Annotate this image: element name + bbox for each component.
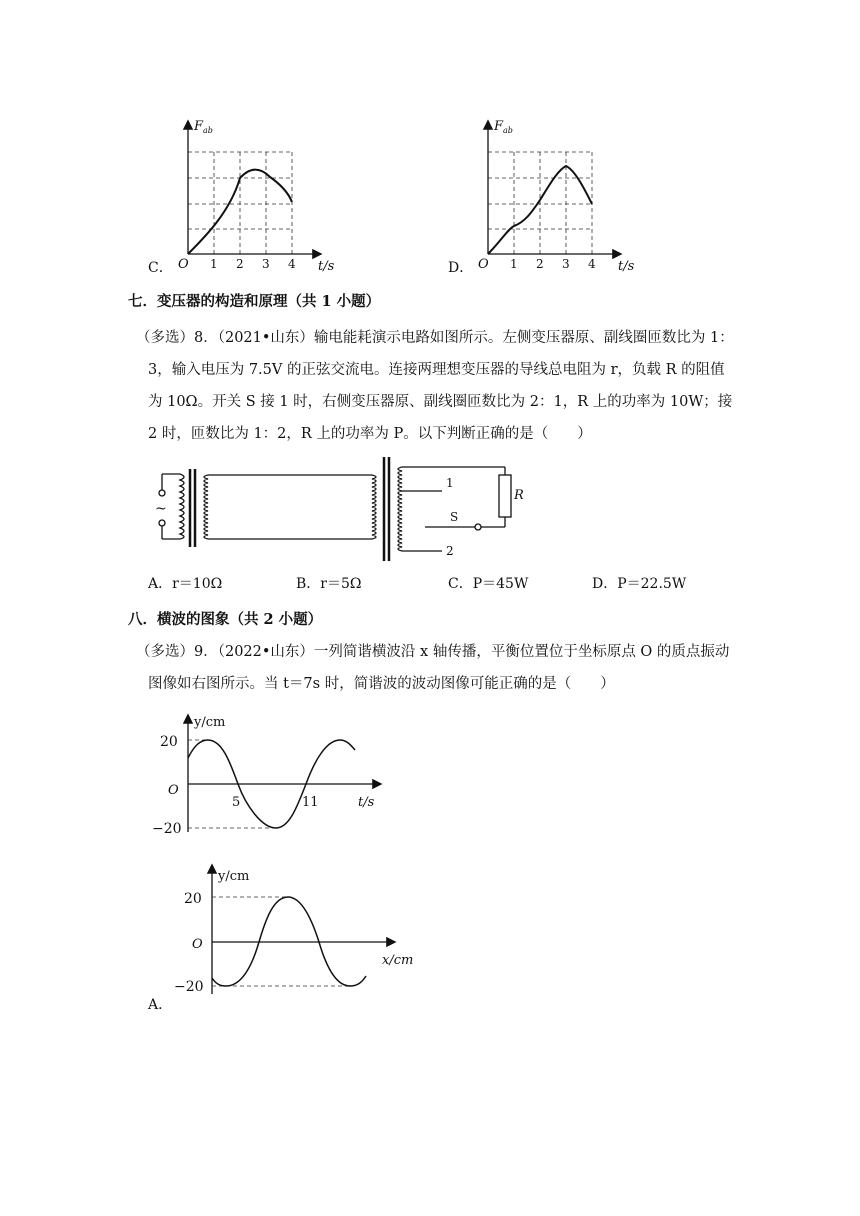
- graph-c: [170, 112, 370, 272]
- vibration-graph: [140, 712, 390, 842]
- q9-line2: 图像如右图所示。当 t＝7s 时，简谐波的波动图像可能正确的是（ ）: [148, 676, 615, 692]
- tick-4: 4: [588, 257, 596, 271]
- transformer-circuit: [150, 457, 530, 567]
- switch-pivot: [475, 524, 481, 530]
- option-b[interactable]: B．r＝5Ω: [296, 576, 362, 592]
- right-primary-coil: [372, 475, 376, 539]
- tick-4: 4: [288, 257, 296, 271]
- y-label: y/cm: [218, 869, 250, 884]
- option-c-label[interactable]: C．: [148, 260, 173, 276]
- y-label: F: [494, 119, 504, 134]
- terminal-2-label: 2: [446, 544, 454, 558]
- origin: O: [178, 257, 189, 272]
- tick-11: 11: [302, 795, 319, 810]
- x-label: t/s: [318, 259, 335, 274]
- origin: O: [192, 937, 203, 952]
- q8-line3: 为 10Ω。开关 S 接 1 时，右侧变压器原、副线圈匝数比为 2：1，R 上的功率为 10W；接: [148, 394, 733, 410]
- y-label: F: [194, 119, 204, 134]
- q8-line1: （多选）8．（2021•山东）输电能耗演示电路如图所示。左侧变压器原、副线圈匝数比为 1：: [136, 330, 734, 346]
- graph-d: [470, 112, 670, 272]
- grid-d: [488, 152, 592, 254]
- tick-2: 2: [236, 257, 244, 271]
- switch-label: S: [450, 510, 459, 524]
- option-c[interactable]: C．P＝45W: [448, 576, 529, 592]
- source-terminal-top: [159, 490, 165, 496]
- origin: O: [478, 257, 489, 272]
- section7-heading: 七．变压器的构造和原理（共 1 小题）: [128, 293, 381, 310]
- option-d[interactable]: D．P＝22.5W: [592, 576, 687, 592]
- option-a[interactable]: A．r＝10Ω: [148, 576, 223, 592]
- option-d-label[interactable]: D．: [448, 260, 474, 276]
- q8-line4: 2 时，匝数比为 1：2，R 上的功率为 P。以下判断正确的是（ ）: [148, 426, 592, 442]
- tick-3: 3: [262, 257, 270, 271]
- q9-line1: （多选）9．（2022•山东）一列简谐横波沿 x 轴传播，平衡位置位于坐标原点 O 的质点振动: [136, 644, 730, 660]
- resistor: [499, 475, 511, 517]
- t-label: t/s: [358, 795, 375, 810]
- y-label: y/cm: [194, 715, 226, 730]
- source-terminal-bottom: [159, 520, 165, 526]
- origin: O: [168, 783, 179, 798]
- tick-2: 2: [536, 257, 544, 271]
- ac-source-symbol: ~: [155, 501, 167, 517]
- q8-line2: 3，输入电压为 7.5V 的正弦交流电。连接两理想变压器的导线总电阻为 r，负载 R 的阻值: [148, 362, 725, 378]
- wave-graph-a: [160, 862, 460, 1002]
- y-min: −20: [152, 821, 182, 837]
- tick-3: 3: [562, 257, 570, 271]
- tick-5: 5: [232, 795, 241, 810]
- y-max: 20: [184, 891, 202, 907]
- y-sub: ab: [203, 126, 213, 135]
- tick-1: 1: [210, 257, 218, 271]
- tick-1: 1: [510, 257, 518, 271]
- terminal-1-label: 1: [446, 476, 454, 490]
- option-a-label[interactable]: A．: [148, 997, 173, 1013]
- section8-heading: 八．横波的图象（共 2 小题）: [128, 611, 323, 628]
- x-label: x/cm: [382, 953, 414, 968]
- resistor-label: R: [514, 488, 524, 503]
- y-sub: ab: [503, 126, 513, 135]
- right-secondary-coil: [398, 467, 402, 551]
- x-label: t/s: [618, 259, 635, 274]
- y-min: −20: [174, 979, 204, 995]
- left-primary-coil: [180, 474, 184, 539]
- left-secondary-coil: [204, 475, 208, 539]
- y-max: 20: [160, 734, 178, 750]
